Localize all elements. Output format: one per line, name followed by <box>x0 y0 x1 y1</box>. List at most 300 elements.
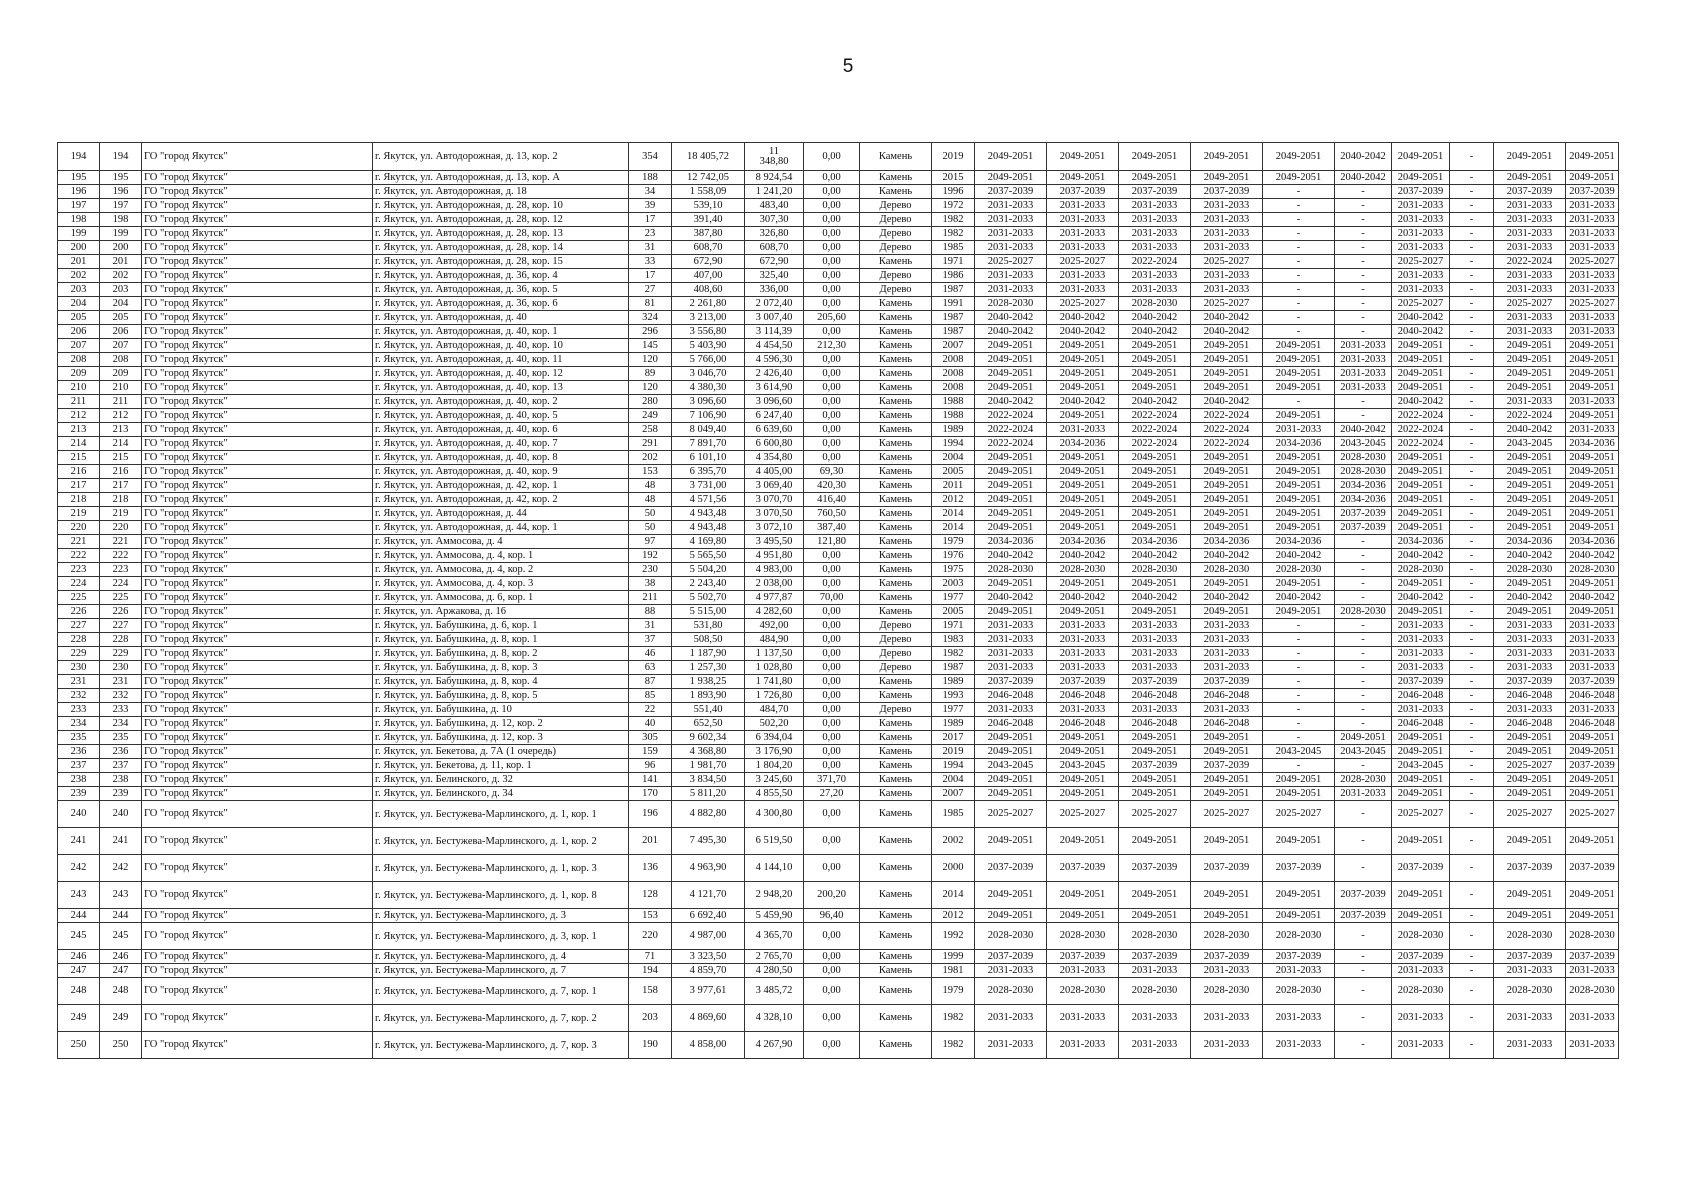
work-period-10-cell: 2031-2033 <box>1566 283 1619 297</box>
non-residential-area-cell: 0,00 <box>804 255 860 269</box>
non-residential-area-cell: 0,00 <box>804 828 860 855</box>
living-area-cell: 6 519,50 <box>745 828 804 855</box>
work-period-9-cell: 2031-2033 <box>1494 619 1566 633</box>
municipality-cell: ГО "город Якутск" <box>142 647 373 661</box>
house-number-cell: 224 <box>100 577 142 591</box>
non-residential-area-cell: 0,00 <box>804 689 860 703</box>
work-period-5-cell: 2049-2051 <box>1263 787 1335 801</box>
municipality-cell: ГО "город Якутск" <box>142 563 373 577</box>
year-built-cell: 2005 <box>932 465 975 479</box>
address-cell: г. Якутск, ул. Автодорожная, д. 40, кор. 6 <box>373 423 629 437</box>
house-number-cell: 205 <box>100 311 142 325</box>
work-period-7-cell: 2049-2051 <box>1392 577 1450 591</box>
work-period-3-cell: 2031-2033 <box>1119 241 1191 255</box>
municipality-cell: ГО "город Якутск" <box>142 855 373 882</box>
work-period-9-cell: 2022-2024 <box>1494 409 1566 423</box>
work-period-8-cell: - <box>1450 647 1494 661</box>
work-period-7-cell: 2049-2051 <box>1392 507 1450 521</box>
work-period-10-cell: 2049-2051 <box>1566 577 1619 591</box>
table-row <box>58 381 1619 395</box>
work-period-9-cell: 2049-2051 <box>1494 745 1566 759</box>
non-residential-area-cell: 420,30 <box>804 479 860 493</box>
work-period-2-cell: 2046-2048 <box>1047 689 1119 703</box>
residents-cell: 153 <box>629 465 672 479</box>
work-period-7-cell: 2031-2033 <box>1392 241 1450 255</box>
work-period-2-cell: 2049-2051 <box>1047 143 1119 171</box>
work-period-6-cell: 2031-2033 <box>1335 367 1392 381</box>
work-period-10-cell: 2049-2051 <box>1566 787 1619 801</box>
living-area-cell: 484,90 <box>745 633 804 647</box>
work-period-10-cell: 2049-2051 <box>1566 731 1619 745</box>
address-cell: г. Якутск, ул. Автодорожная, д. 42, кор. 2 <box>373 493 629 507</box>
work-period-7-cell: 2022-2024 <box>1392 437 1450 451</box>
work-period-1-cell: 2049-2051 <box>975 143 1047 171</box>
total-area-cell: 5 811,20 <box>672 787 745 801</box>
municipality-cell: ГО "город Якутск" <box>142 339 373 353</box>
house-number-cell: 217 <box>100 479 142 493</box>
work-period-1-cell: 2031-2033 <box>975 1032 1047 1059</box>
total-area-cell: 4 987,00 <box>672 923 745 950</box>
work-period-6-cell: - <box>1335 964 1392 978</box>
work-period-9-cell: 2046-2048 <box>1494 689 1566 703</box>
work-period-4-cell: 2046-2048 <box>1191 717 1263 731</box>
work-period-1-cell: 2040-2042 <box>975 591 1047 605</box>
table-row <box>58 353 1619 367</box>
work-period-3-cell: 2049-2051 <box>1119 451 1191 465</box>
residents-cell: 37 <box>629 633 672 647</box>
work-period-10-cell: 2049-2051 <box>1566 367 1619 381</box>
total-area-cell: 7 106,90 <box>672 409 745 423</box>
address-cell: г. Якутск, ул. Автодорожная, д. 18 <box>373 185 629 199</box>
work-period-9-cell: 2049-2051 <box>1494 479 1566 493</box>
row-index-cell: 208 <box>58 353 100 367</box>
work-period-4-cell: 2028-2030 <box>1191 923 1263 950</box>
residents-cell: 120 <box>629 381 672 395</box>
work-period-8-cell: - <box>1450 923 1494 950</box>
municipality-cell: ГО "город Якутск" <box>142 325 373 339</box>
living-area-cell: 4 454,50 <box>745 339 804 353</box>
work-period-6-cell: - <box>1335 213 1392 227</box>
living-area-cell: 1 241,20 <box>745 185 804 199</box>
total-area-cell: 1 893,90 <box>672 689 745 703</box>
work-period-5-cell: - <box>1263 647 1335 661</box>
work-period-9-cell: 2028-2030 <box>1494 923 1566 950</box>
work-period-1-cell: 2049-2051 <box>975 605 1047 619</box>
work-period-10-cell: 2049-2051 <box>1566 493 1619 507</box>
work-period-2-cell: 2049-2051 <box>1047 507 1119 521</box>
municipality-cell: ГО "город Якутск" <box>142 381 373 395</box>
work-period-1-cell: 2049-2051 <box>975 909 1047 923</box>
year-built-cell: 1982 <box>932 647 975 661</box>
work-period-6-cell: 2040-2042 <box>1335 423 1392 437</box>
work-period-10-cell: 2049-2051 <box>1566 171 1619 185</box>
living-area-cell: 1 804,20 <box>745 759 804 773</box>
work-period-1-cell: 2049-2051 <box>975 465 1047 479</box>
row-index-cell: 214 <box>58 437 100 451</box>
work-period-2-cell: 2031-2033 <box>1047 283 1119 297</box>
non-residential-area-cell: 0,00 <box>804 451 860 465</box>
work-period-3-cell: 2049-2051 <box>1119 787 1191 801</box>
table-row <box>58 855 1619 882</box>
work-period-7-cell: 2031-2033 <box>1392 213 1450 227</box>
residents-cell: 33 <box>629 255 672 269</box>
table-row <box>58 605 1619 619</box>
work-period-2-cell: 2049-2051 <box>1047 353 1119 367</box>
wall-material-cell: Камень <box>860 507 932 521</box>
table-row <box>58 451 1619 465</box>
total-area-cell: 6 101,10 <box>672 451 745 465</box>
work-period-10-cell: 2031-2033 <box>1566 227 1619 241</box>
work-period-7-cell: 2040-2042 <box>1392 325 1450 339</box>
residents-cell: 141 <box>629 773 672 787</box>
work-period-8-cell: - <box>1450 479 1494 493</box>
total-area-cell: 2 243,40 <box>672 577 745 591</box>
work-period-10-cell: 2031-2033 <box>1566 703 1619 717</box>
work-period-10-cell: 2037-2039 <box>1566 185 1619 199</box>
work-period-6-cell: 2031-2033 <box>1335 353 1392 367</box>
work-period-10-cell: 2049-2051 <box>1566 521 1619 535</box>
work-period-3-cell: 2037-2039 <box>1119 675 1191 689</box>
total-area-cell: 3 096,60 <box>672 395 745 409</box>
table-row <box>58 493 1619 507</box>
work-period-6-cell: - <box>1335 395 1392 409</box>
work-period-2-cell: 2031-2033 <box>1047 647 1119 661</box>
work-period-2-cell: 2049-2051 <box>1047 521 1119 535</box>
work-period-1-cell: 2049-2051 <box>975 773 1047 787</box>
work-period-9-cell: 2049-2051 <box>1494 577 1566 591</box>
total-area-cell: 5 766,00 <box>672 353 745 367</box>
work-period-4-cell: 2025-2027 <box>1191 255 1263 269</box>
work-period-1-cell: 2046-2048 <box>975 689 1047 703</box>
work-period-1-cell: 2031-2033 <box>975 964 1047 978</box>
table-row <box>58 1005 1619 1032</box>
housing-register-table <box>57 142 1619 1059</box>
work-period-6-cell: - <box>1335 255 1392 269</box>
living-area-cell: 4 365,70 <box>745 923 804 950</box>
house-number-cell: 199 <box>100 227 142 241</box>
year-built-cell: 2008 <box>932 367 975 381</box>
work-period-2-cell: 2049-2051 <box>1047 787 1119 801</box>
residents-cell: 63 <box>629 661 672 675</box>
address-cell: г. Якутск, ул. Автодорожная, д. 40, кор. 13 <box>373 381 629 395</box>
residents-cell: 46 <box>629 647 672 661</box>
municipality-cell: ГО "город Якутск" <box>142 199 373 213</box>
work-period-5-cell: - <box>1263 241 1335 255</box>
work-period-8-cell: - <box>1450 199 1494 213</box>
work-period-3-cell: 2040-2042 <box>1119 591 1191 605</box>
municipality-cell: ГО "город Якутск" <box>142 773 373 787</box>
residents-cell: 88 <box>629 605 672 619</box>
address-cell: г. Якутск, ул. Бестужева-Марлинского, д. 4 <box>373 950 629 964</box>
non-residential-area-cell: 0,00 <box>804 801 860 828</box>
non-residential-area-cell: 0,00 <box>804 213 860 227</box>
work-period-10-cell: 2049-2051 <box>1566 409 1619 423</box>
work-period-4-cell: 2049-2051 <box>1191 828 1263 855</box>
address-cell: г. Якутск, ул. Автодорожная, д. 40, кор. 10 <box>373 339 629 353</box>
table-row <box>58 950 1619 964</box>
work-period-3-cell: 2049-2051 <box>1119 745 1191 759</box>
wall-material-cell: Дерево <box>860 633 932 647</box>
row-index-cell: 243 <box>58 882 100 909</box>
house-number-cell: 220 <box>100 521 142 535</box>
work-period-9-cell: 2034-2036 <box>1494 535 1566 549</box>
municipality-cell: ГО "город Якутск" <box>142 451 373 465</box>
work-period-9-cell: 2049-2051 <box>1494 521 1566 535</box>
work-period-1-cell: 2037-2039 <box>975 185 1047 199</box>
total-area-cell: 8 049,40 <box>672 423 745 437</box>
work-period-7-cell: 2049-2051 <box>1392 451 1450 465</box>
address-cell: г. Якутск, ул. Бестужева-Марлинского, д. 3 <box>373 909 629 923</box>
living-area-cell: 608,70 <box>745 241 804 255</box>
work-period-5-cell: - <box>1263 633 1335 647</box>
work-period-1-cell: 2028-2030 <box>975 563 1047 577</box>
work-period-9-cell: 2049-2051 <box>1494 381 1566 395</box>
work-period-8-cell: - <box>1450 1032 1494 1059</box>
total-area-cell: 9 602,34 <box>672 731 745 745</box>
work-period-9-cell: 2049-2051 <box>1494 828 1566 855</box>
work-period-7-cell: 2028-2030 <box>1392 978 1450 1005</box>
work-period-7-cell: 2037-2039 <box>1392 950 1450 964</box>
row-index-cell: 205 <box>58 311 100 325</box>
work-period-5-cell: 2040-2042 <box>1263 549 1335 563</box>
house-number-cell: 228 <box>100 633 142 647</box>
living-area-cell: 4 354,80 <box>745 451 804 465</box>
work-period-5-cell: 2040-2042 <box>1263 591 1335 605</box>
work-period-8-cell: - <box>1450 828 1494 855</box>
work-period-4-cell: 2031-2033 <box>1191 647 1263 661</box>
work-period-7-cell: 2049-2051 <box>1392 731 1450 745</box>
work-period-4-cell: 2031-2033 <box>1191 1005 1263 1032</box>
non-residential-area-cell: 0,00 <box>804 143 860 171</box>
municipality-cell: ГО "город Якутск" <box>142 591 373 605</box>
non-residential-area-cell: 371,70 <box>804 773 860 787</box>
work-period-5-cell: 2049-2051 <box>1263 773 1335 787</box>
work-period-9-cell: 2037-2039 <box>1494 855 1566 882</box>
work-period-5-cell: - <box>1263 759 1335 773</box>
year-built-cell: 1994 <box>932 759 975 773</box>
address-cell: г. Якутск, ул. Автодорожная, д. 40, кор. 11 <box>373 353 629 367</box>
work-period-3-cell: 2040-2042 <box>1119 325 1191 339</box>
work-period-5-cell: 2049-2051 <box>1263 171 1335 185</box>
work-period-4-cell: 2022-2024 <box>1191 437 1263 451</box>
work-period-2-cell: 2040-2042 <box>1047 549 1119 563</box>
living-area-cell: 492,00 <box>745 619 804 633</box>
work-period-1-cell: 2031-2033 <box>975 647 1047 661</box>
work-period-6-cell: 2028-2030 <box>1335 773 1392 787</box>
non-residential-area-cell: 0,00 <box>804 577 860 591</box>
year-built-cell: 2004 <box>932 451 975 465</box>
work-period-1-cell: 2037-2039 <box>975 675 1047 689</box>
work-period-3-cell: 2049-2051 <box>1119 828 1191 855</box>
work-period-2-cell: 2031-2033 <box>1047 703 1119 717</box>
work-period-6-cell: 2028-2030 <box>1335 465 1392 479</box>
total-area-cell: 608,70 <box>672 241 745 255</box>
total-area-cell: 1 938,25 <box>672 675 745 689</box>
house-number-cell: 203 <box>100 283 142 297</box>
work-period-2-cell: 2031-2033 <box>1047 269 1119 283</box>
work-period-6-cell: - <box>1335 577 1392 591</box>
work-period-7-cell: 2037-2039 <box>1392 855 1450 882</box>
work-period-7-cell: 2049-2051 <box>1392 171 1450 185</box>
work-period-10-cell: 2049-2051 <box>1566 451 1619 465</box>
work-period-8-cell: - <box>1450 325 1494 339</box>
work-period-10-cell: 2031-2033 <box>1566 633 1619 647</box>
work-period-7-cell: 2049-2051 <box>1392 605 1450 619</box>
municipality-cell: ГО "город Якутск" <box>142 241 373 255</box>
table-row <box>58 1032 1619 1059</box>
work-period-10-cell: 2031-2033 <box>1566 199 1619 213</box>
wall-material-cell: Камень <box>860 787 932 801</box>
work-period-3-cell: 2037-2039 <box>1119 855 1191 882</box>
work-period-8-cell: - <box>1450 855 1494 882</box>
work-period-2-cell: 2049-2051 <box>1047 367 1119 381</box>
living-area-cell: 2 426,40 <box>745 367 804 381</box>
wall-material-cell: Камень <box>860 882 932 909</box>
municipality-cell: ГО "город Якутск" <box>142 787 373 801</box>
year-built-cell: 1994 <box>932 437 975 451</box>
row-index-cell: 217 <box>58 479 100 493</box>
work-period-10-cell: 2031-2033 <box>1566 619 1619 633</box>
work-period-3-cell: 2031-2033 <box>1119 619 1191 633</box>
table-row <box>58 801 1619 828</box>
address-cell: г. Якутск, ул. Автодорожная, д. 40 <box>373 311 629 325</box>
living-area-cell: 4 855,50 <box>745 787 804 801</box>
work-period-7-cell: 2049-2051 <box>1392 381 1450 395</box>
work-period-6-cell: 2040-2042 <box>1335 171 1392 185</box>
work-period-5-cell: - <box>1263 213 1335 227</box>
work-period-9-cell: 2040-2042 <box>1494 591 1566 605</box>
wall-material-cell: Дерево <box>860 283 932 297</box>
row-index-cell: 232 <box>58 689 100 703</box>
address-cell: г. Якутск, ул. Автодорожная, д. 28, кор. 12 <box>373 213 629 227</box>
table-body <box>58 143 1619 1059</box>
work-period-3-cell: 2049-2051 <box>1119 521 1191 535</box>
table-row <box>58 577 1619 591</box>
municipality-cell: ГО "город Якутск" <box>142 213 373 227</box>
work-period-2-cell: 2049-2051 <box>1047 171 1119 185</box>
work-period-2-cell: 2031-2033 <box>1047 423 1119 437</box>
non-residential-area-cell: 27,20 <box>804 787 860 801</box>
address-cell: г. Якутск, ул. Бестужева-Марлинского, д. 1, кор. 2 <box>373 828 629 855</box>
work-period-9-cell: 2031-2033 <box>1494 964 1566 978</box>
work-period-2-cell: 2031-2033 <box>1047 619 1119 633</box>
year-built-cell: 2012 <box>932 909 975 923</box>
page-number: 5 <box>842 56 854 77</box>
year-built-cell: 1979 <box>932 535 975 549</box>
work-period-3-cell: 2022-2024 <box>1119 255 1191 269</box>
work-period-8-cell: - <box>1450 689 1494 703</box>
non-residential-area-cell: 0,00 <box>804 283 860 297</box>
row-index-cell: 237 <box>58 759 100 773</box>
work-period-4-cell: 2031-2033 <box>1191 703 1263 717</box>
work-period-2-cell: 2040-2042 <box>1047 591 1119 605</box>
non-residential-area-cell: 70,00 <box>804 591 860 605</box>
table-row <box>58 171 1619 185</box>
wall-material-cell: Камень <box>860 591 932 605</box>
wall-material-cell: Камень <box>860 1005 932 1032</box>
address-cell: г. Якутск, ул. Автодорожная, д. 36, кор. 5 <box>373 283 629 297</box>
work-period-1-cell: 2031-2033 <box>975 1005 1047 1032</box>
row-index-cell: 225 <box>58 591 100 605</box>
non-residential-area-cell: 0,00 <box>804 437 860 451</box>
work-period-3-cell: 2049-2051 <box>1119 773 1191 787</box>
total-area-cell: 4 858,00 <box>672 1032 745 1059</box>
work-period-1-cell: 2049-2051 <box>975 731 1047 745</box>
work-period-9-cell: 2025-2027 <box>1494 297 1566 311</box>
total-area-cell: 2 261,80 <box>672 297 745 311</box>
residents-cell: 97 <box>629 535 672 549</box>
total-area-cell: 4 963,90 <box>672 855 745 882</box>
work-period-1-cell: 2028-2030 <box>975 923 1047 950</box>
table-row <box>58 409 1619 423</box>
non-residential-area-cell: 0,00 <box>804 675 860 689</box>
work-period-3-cell: 2031-2033 <box>1119 199 1191 213</box>
work-period-6-cell: - <box>1335 409 1392 423</box>
work-period-9-cell: 2049-2051 <box>1494 507 1566 521</box>
row-index-cell: 199 <box>58 227 100 241</box>
wall-material-cell: Камень <box>860 185 932 199</box>
house-number-cell: 194 <box>100 143 142 171</box>
work-period-8-cell: - <box>1450 367 1494 381</box>
work-period-4-cell: 2040-2042 <box>1191 591 1263 605</box>
house-number-cell: 230 <box>100 661 142 675</box>
table-row <box>58 367 1619 381</box>
residents-cell: 96 <box>629 759 672 773</box>
row-index-cell: 233 <box>58 703 100 717</box>
municipality-cell: ГО "город Якутск" <box>142 367 373 381</box>
residents-cell: 194 <box>629 964 672 978</box>
work-period-7-cell: 2031-2033 <box>1392 964 1450 978</box>
year-built-cell: 2008 <box>932 381 975 395</box>
house-number-cell: 197 <box>100 199 142 213</box>
work-period-5-cell: - <box>1263 255 1335 269</box>
work-period-9-cell: 2049-2051 <box>1494 171 1566 185</box>
table-row <box>58 591 1619 605</box>
year-built-cell: 1991 <box>932 297 975 311</box>
work-period-4-cell: 2031-2033 <box>1191 241 1263 255</box>
address-cell: г. Якутск, ул. Бестужева-Марлинского, д. 7, кор. 1 <box>373 978 629 1005</box>
work-period-4-cell: 2031-2033 <box>1191 964 1263 978</box>
work-period-5-cell: 2049-2051 <box>1263 828 1335 855</box>
work-period-10-cell: 2049-2051 <box>1566 143 1619 171</box>
non-residential-area-cell: 0,00 <box>804 731 860 745</box>
row-index-cell: 249 <box>58 1005 100 1032</box>
work-period-9-cell: 2031-2033 <box>1494 269 1566 283</box>
living-area-cell: 4 596,30 <box>745 353 804 367</box>
table-row <box>58 882 1619 909</box>
work-period-7-cell: 2049-2051 <box>1392 787 1450 801</box>
work-period-5-cell: 2037-2039 <box>1263 855 1335 882</box>
work-period-6-cell: 2034-2036 <box>1335 479 1392 493</box>
table-row <box>58 269 1619 283</box>
work-period-8-cell: - <box>1450 297 1494 311</box>
work-period-6-cell: - <box>1335 661 1392 675</box>
work-period-10-cell: 2049-2051 <box>1566 381 1619 395</box>
wall-material-cell: Камень <box>860 535 932 549</box>
work-period-1-cell: 2025-2027 <box>975 801 1047 828</box>
non-residential-area-cell: 212,30 <box>804 339 860 353</box>
year-built-cell: 1986 <box>932 269 975 283</box>
residents-cell: 40 <box>629 717 672 731</box>
residents-cell: 71 <box>629 950 672 964</box>
year-built-cell: 1983 <box>932 633 975 647</box>
table-row <box>58 143 1619 171</box>
work-period-6-cell: - <box>1335 689 1392 703</box>
residents-cell: 136 <box>629 855 672 882</box>
work-period-5-cell: 2049-2051 <box>1263 493 1335 507</box>
work-period-1-cell: 2049-2051 <box>975 479 1047 493</box>
work-period-5-cell: 2049-2051 <box>1263 143 1335 171</box>
